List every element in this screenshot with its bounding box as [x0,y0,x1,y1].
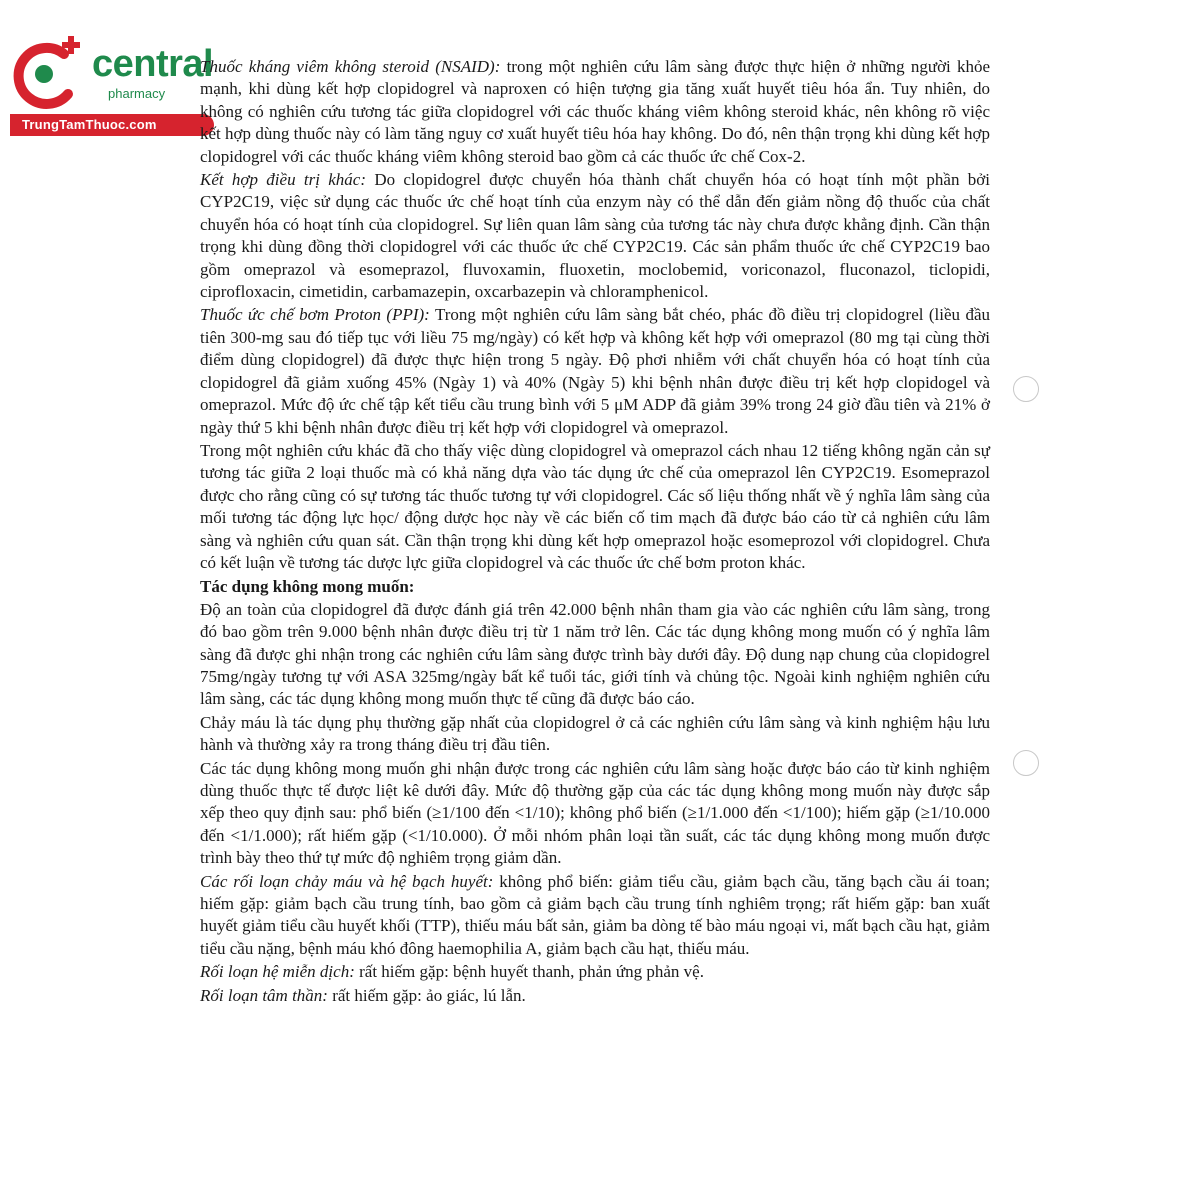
paragraph-immune [200,961,990,983]
logo-brand-sub: pharmacy [108,86,166,101]
paragraph-lead: Thuốc ức chế bơm Proton (PPI): [200,305,430,325]
paragraph-text: không phổ biến: giảm tiểu cầu, giảm bạch cầu, tăng bạch cầu ái toan; hiếm gặp: giảm bạch cầu trung tính, bao gồm cả giảm bạch cầu trung tính nghiêm trọng; rất hiếm gặp: ban xuất huyết giảm tiểu cầu huyết khối (TTP), thiếu máu bất sản, giảm ba dòng tế bào máu ngoại vi, mất bạch cầu hạt, giảm tiểu cầu nặng, bệnh máu khó đông haemophilia A, giảm bạch cầu hạt, thiếu máu. [200,871,990,958]
logo-url-text: TrungTamThuoc.com [22,117,157,132]
paragraph-psychiatric [200,985,990,1007]
paragraph-text: Do clopidogrel được chuyển hóa thành chất chuyển hóa có hoạt tính một phần bởi CYP2C19, việc sử dụng các thuốc ức chế hoạt tính của enzym này có thể dẫn đến giảm nồng độ thuốc của chất chuyển hóa có hoạt tính của clopidogrel. Sự liên quan lâm sàng của tương tác này chưa được khẳng định. Cần thận trọng khi dùng đồng thời clopidogrel với các thuốc ức chế CYP2C19. Các sản phẩm thuốc ức chế CYP2C19 bao gồm omeprazol và esomeprazol, fluvoxamin, fluoxetin, moclobemid, voriconazol, fluconazol, ticlopidi, ciprofloxacin, cimetidin, carbamazepin, oxcarbazepin và chloramphenicol. [200,170,990,302]
paragraph-lead: Các rối loạn chảy máu và hệ bạch huyết: [200,871,494,891]
punch-hole-bottom [1013,750,1039,776]
paragraph-bleeding [200,712,990,757]
paragraph-text: trong một nghiên cứu lâm sàng được thực hiện ở những người khỏe mạnh, khi dùng kết hợp clopidogrel và naproxen có hiện tượng gia tăng xuất huyết tiêu hóa ẩn. Tuy nhiên, do không có nghiên cứu tương tác giữa clopidogrel với các thuốc kháng viêm không steroid khác, nên không rõ việc kết hợp dùng thuốc này có làm tăng nguy cơ xuất huyết tiêu hóa hay không. Do đó, nên thận trọng khi dùng kết hợp clopidogrel với các thuốc kháng viêm không steroid bao gồm cả các thuốc ức chế Cox-2. [200,57,991,166]
paragraph-text: Chảy máu là tác dụng phụ thường gặp nhất của clopidogrel ở cả các nghiên cứu lâm sàng và kinh nghiệm hậu lưu hành và thường xảy ra trong tháng điều trị đầu tiên. [200,712,990,755]
paragraph-safety [200,599,990,711]
central-logo-icon [8,36,92,116]
central-pharmacy-logo [8,36,213,136]
paragraph-other-combination [200,169,990,303]
punch-hole-top [1013,376,1039,402]
paragraph-nsaid [200,56,990,168]
document-body [200,56,990,1007]
paragraph-text: Độ an toàn của clopidogrel đã được đánh giá trên 42.000 bệnh nhân tham gia vào các nghiên cứu lâm sàng, trong đó bao gồm trên 9.000 bệnh nhân được điều trị từ 1 năm trở lên. Các tác dụng không mong muốn có ý nghĩa lâm sàng đã được ghi nhận trong các nghiên cứu lâm sàng được trình bày dưới đây. Độ dung nạp chung của clopidogrel 75mg/ngày tương tự với ASA 325mg/ngày bất kể tuổi tác, giới tính và chủng tộc. Ngoài kinh nghiệm nghiên cứu lâm sàng, các tác dụng không mong muốn thực tế cũng đã được báo cáo. [200,599,990,709]
paragraph-text: rất hiếm gặp: ảo giác, lú lẫn. [327,985,526,1005]
paragraph-frequency [200,758,990,870]
section-heading: Tác dụng không mong muốn: [200,577,415,597]
paragraph-text: Trong một nghiên cứu khác đã cho thấy việc dùng clopidogrel và omeprazol cách nhau 12 tiếng không ngăn cản sự tương tác giữa 2 loại thuốc mà có khả năng dựa vào tác dụng ức chế của omeprazol lên CYP2C19. Esomeprazol được cho rằng cũng có sự tương tác thuốc tương tự với clopidogrel. Các số liệu thống nhất về ý nghĩa lâm sàng của mối tương tác động lực học/ động dược học này về các biến cố tim mạch đã được báo cáo từ cả nghiên cứu lâm sàng và nghiên cứu quan sát. Cần thận trọng khi dùng kết hợp omeprazol hoặc esomeprozol với clopidogrel. Chưa có kết luận về tương tác dược lực giữa clopidogrel và các thuốc ức chế bơm proton khác. [200,440,990,572]
paragraph-lead: Kết hợp điều trị khác: [200,170,367,190]
paragraph-lead: Rối loạn hệ miễn dịch: [200,962,355,982]
paragraph-text: rất hiếm gặp: bệnh huyết thanh, phản ứng phản vệ. [354,962,704,982]
paragraph-blood-disorders [200,871,990,961]
paragraph-lead: Rối loạn tâm thần: [200,985,328,1005]
paragraph-lead: Thuốc kháng viêm không steroid (NSAID): [200,57,501,76]
logo-brand-name: central [92,43,214,85]
paragraph-ppi [200,304,990,438]
paragraph-ppi-study [200,440,990,574]
paragraph-text: Trong một nghiên cứu lâm sàng bắt chéo, phác đồ điều trị clopidogrel (liều đầu tiên 300-mg sau đó tiếp tục với liều 75 mg/ngày) có kết hợp và không kết hợp với omeprazol (80 mg tại cùng thời điểm dùng clopidogrel) đã được thực hiện trong 5 ngày. Độ phơi nhiễm với chất chuyển hóa có hoạt tính của clopidogrel đã giảm xuống 45% (Ngày 1) và 40% (Ngày 5) khi bệnh nhân được điều trị kết hợp clopidogel và omeprazol. Mức độ ức chế tập kết tiểu cầu trung bình với 5 μM ADP đã giảm 39% trong 24 giờ đầu tiên và 21% ở ngày thứ 5 khi bệnh nhân được điều trị kết hợp với clopidogrel và omeprazol. [200,305,991,437]
paragraph-text: Các tác dụng không mong muốn ghi nhận được trong các nghiên cứu lâm sàng hoặc được báo cáo từ kinh nghiệm dùng thuốc thực tế được liệt kê dưới đây. Mức độ thường gặp của các tác dụng không mong muốn này được sắp xếp theo quy định sau: phổ biến (≥1/100 đến <1/10); không phổ biến (≥1/1.000 đến <1/100); hiếm gặp (≥1/10.000 đến <1/1.000); rất hiếm gặp (<1/10.000). Ở mỗi nhóm phân loại tần suất, các tác dụng không mong muốn được trình bày theo thứ tự mức độ nghiêm trọng giảm dần. [200,758,990,868]
